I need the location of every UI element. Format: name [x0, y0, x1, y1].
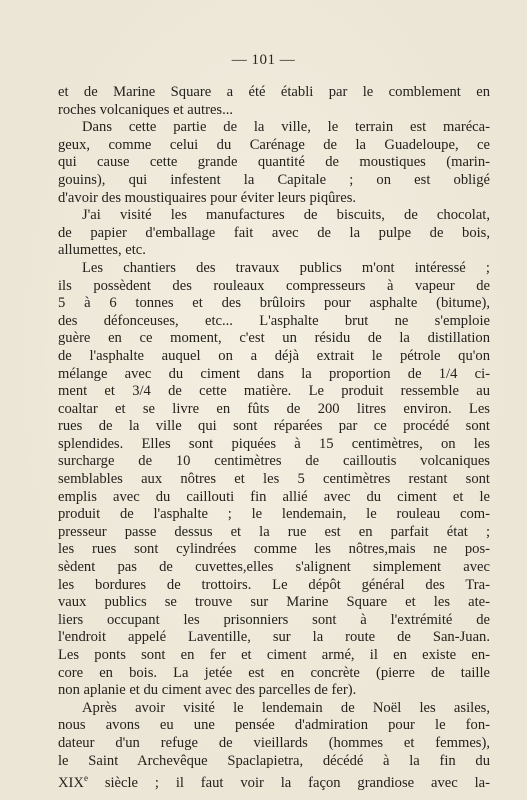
text-line: d'avoir des moustiquaires pour éviter leurs piqûres. — [58, 189, 357, 206]
text-line: surcharge de 10 centimètres de cailloutis volcaniques — [58, 453, 490, 470]
text-line: les bordures de trottoirs. Le dépôt général des Tra- — [58, 576, 490, 593]
text-line: 5 à 6 tonnes et des brûloirs pour asphalte (bitume), — [58, 295, 490, 312]
text-line: J'ai visité les manufactures de biscuits, de chocolat, — [82, 207, 490, 224]
text-line: geux, comme celui du Carénage de la Guadeloupe, ce — [58, 136, 490, 153]
text-line: non aplanie et du ciment avec des parcelles de fer). — [58, 682, 357, 699]
text-line: roches volcaniques et autres... — [58, 101, 234, 118]
text-line: Les ponts sont en fer et ciment armé, il en existe en- — [58, 647, 490, 663]
text-line: Après avoir visité le lendemain de Noël les asiles, — [82, 699, 490, 716]
text-line: et de Marine Square a été établi par le comblement en — [58, 84, 490, 100]
text-line: qui cause cette grande quantité de moustiques (marin- — [58, 154, 490, 171]
text-line: Dans cette partie de la ville, le terrain est maréca- — [82, 119, 490, 136]
text-line: de papier d'emballage fait avec de la pulpe de bois, — [58, 224, 490, 241]
text-line: le Saint Archevêque Spaclapietra, décédé à la fin du — [58, 752, 490, 769]
text-line: semblables aux nôtres et les 5 centimètres restant sont — [58, 471, 490, 488]
text-line: Les chantiers des travaux publics m'ont intéressé ; — [82, 259, 490, 276]
body-text — [58, 84, 490, 792]
text-line: de l'asphalte auquel on a déjà extrait le pétrole qu'on — [58, 347, 490, 364]
text-line: vaux publics se trouve sur Marine Square et les ate- — [58, 594, 490, 611]
text-line: sèdent pas de cuvettes,elles s'alignent simplement avec — [58, 559, 490, 576]
text-line: ils possèdent des rouleaux compresseurs à vapeur de — [58, 277, 490, 294]
text-line: liers occupant les prisonniers sont à l'extrémité de — [58, 611, 490, 628]
text-line: les rues sont cylindrées comme les nôtres,mais ne pos- — [58, 541, 490, 558]
text-line: nous avons eu une pensée d'admiration pour le fon- — [58, 717, 490, 734]
text-line: rues de la ville qui sont réparées par ce procédé sont — [58, 418, 490, 435]
text-line: XIXe siècle ; il faut voir la façon grandiose avec la- — [58, 773, 490, 792]
text-line: produit de l'asphalte ; le lendemain, le rouleau com- — [58, 506, 490, 523]
text-line: gouins), qui infestent la Capitale ; on est obligé — [58, 171, 490, 188]
text-line: emplis avec du caillouti fin allié avec du ciment et le — [58, 488, 490, 505]
page-number: — 101 — — [231, 52, 296, 68]
text-line: guère en ce moment, c'est un résidu de la distillation — [58, 330, 490, 347]
text-line: dateur d'un refuge de vieillards (hommes et femmes), — [58, 734, 490, 751]
superscript: e — [83, 773, 88, 784]
text-line: des défonceuses, etc... L'asphalte brut ne s'emploie — [58, 312, 490, 329]
text-line: l'endroit appelé Laventille, sur la route de San-Juan. — [58, 629, 490, 646]
text-line: splendides. Elles sont piquées à 15 centimètres, on les — [58, 435, 490, 452]
text-line: mélange avec du ciment dans la proportion de 1/4 ci- — [58, 365, 490, 382]
text-line: presseur passe dessus et la rue est en parfait état ; — [58, 523, 490, 540]
text-line: core en bois. La jetée est en concrète (pierre de taille — [58, 664, 490, 681]
text-line: coaltar et se livre en fûts de 200 litres environ. Les — [58, 400, 490, 417]
text-line: ment et 3/4 de cette matière. Le produit ressemble au — [58, 383, 490, 400]
text-line: allumettes, etc. — [58, 242, 146, 259]
